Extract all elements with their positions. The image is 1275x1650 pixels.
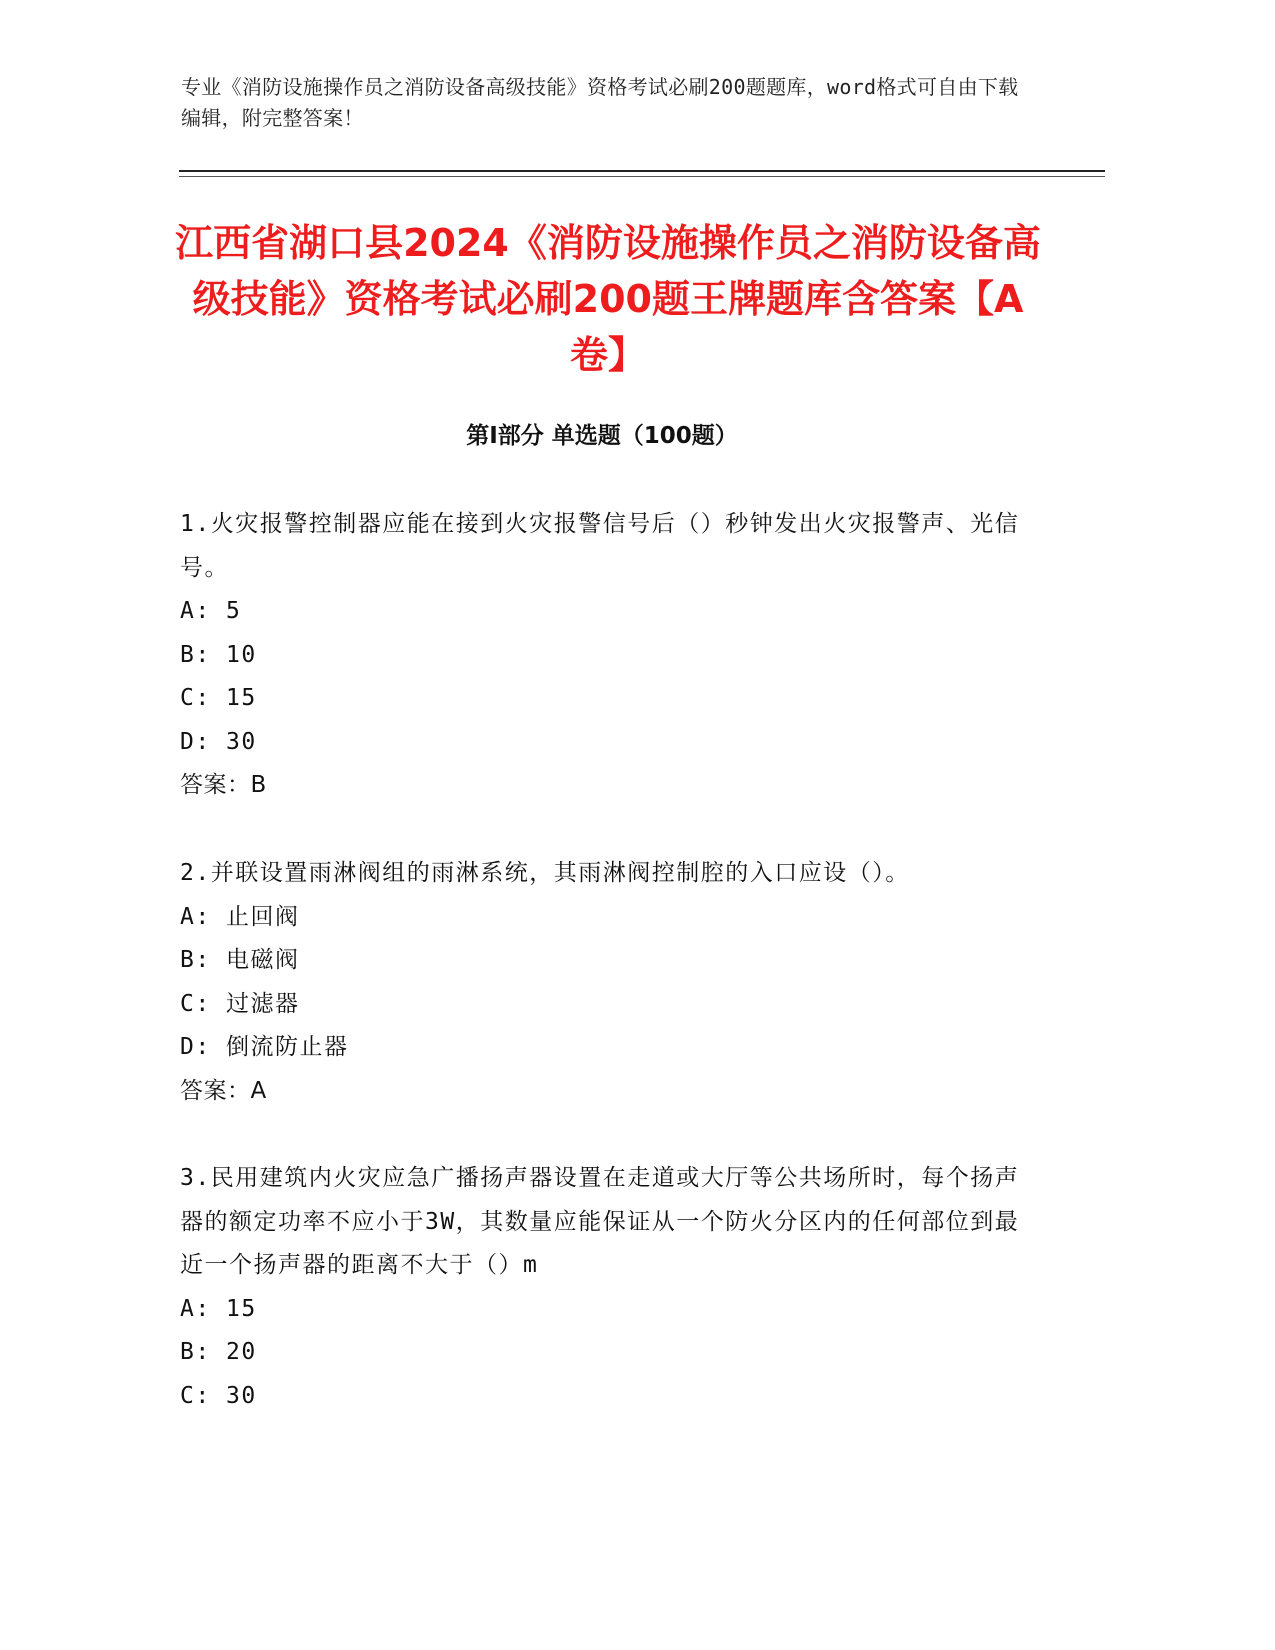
option-b: B: 20 — [180, 1339, 257, 1365]
option-a: A: 5 — [180, 598, 242, 624]
question-3 — [180, 1157, 1030, 1418]
section-title: 第I部分 单选题（100题） — [466, 423, 738, 449]
option-d: D: 30 — [180, 728, 257, 755]
option-b: B: 10 — [180, 641, 257, 668]
question-stem: 1.火灾报警控制器应能在接到火灾报警信号后（）秒钟发出火灾报警声、光信号。 — [180, 511, 1020, 581]
question-2 — [180, 852, 1030, 1113]
option-a: A: 止回阀 — [180, 903, 300, 930]
option-c: C: 过滤器 — [180, 990, 300, 1017]
header-divider-thick — [179, 170, 1105, 172]
question-stem: 3.民用建筑内火灾应急广播扬声器设置在走道或大厅等公共场所时，每个扬声器的额定功率不应小于3W，其数量应能保证从一个防火分区内的任何部位到最近一个扬声器的距离不大于（）m — [180, 1165, 1020, 1278]
option-d: D: 倒流防止器 — [180, 1034, 349, 1060]
answer: 答案：B — [180, 772, 267, 798]
option-a: A: 15 — [180, 1295, 257, 1322]
question-1 — [180, 503, 1030, 808]
header-note: 专业《消防设施操作员之消防设备高级技能》资格考试必刷200题题库，word格式可自由下载编辑，附完整答案！ — [181, 75, 1019, 130]
header-divider-thin — [179, 176, 1105, 177]
question-stem: 2.并联设置雨淋阀组的雨淋系统，其雨淋阀控制腔的入口应设（）。 — [180, 860, 910, 886]
document-title: 江西省湖口县2024《消防设施操作员之消防设备高级技能》资格考试必刷200题王牌题库含答案【A卷】 — [175, 221, 1041, 377]
option-c: C: 30 — [180, 1382, 257, 1409]
option-c: C: 15 — [180, 685, 257, 711]
answer: 答案：A — [180, 1077, 267, 1104]
option-b: B: 电磁阀 — [180, 947, 300, 973]
